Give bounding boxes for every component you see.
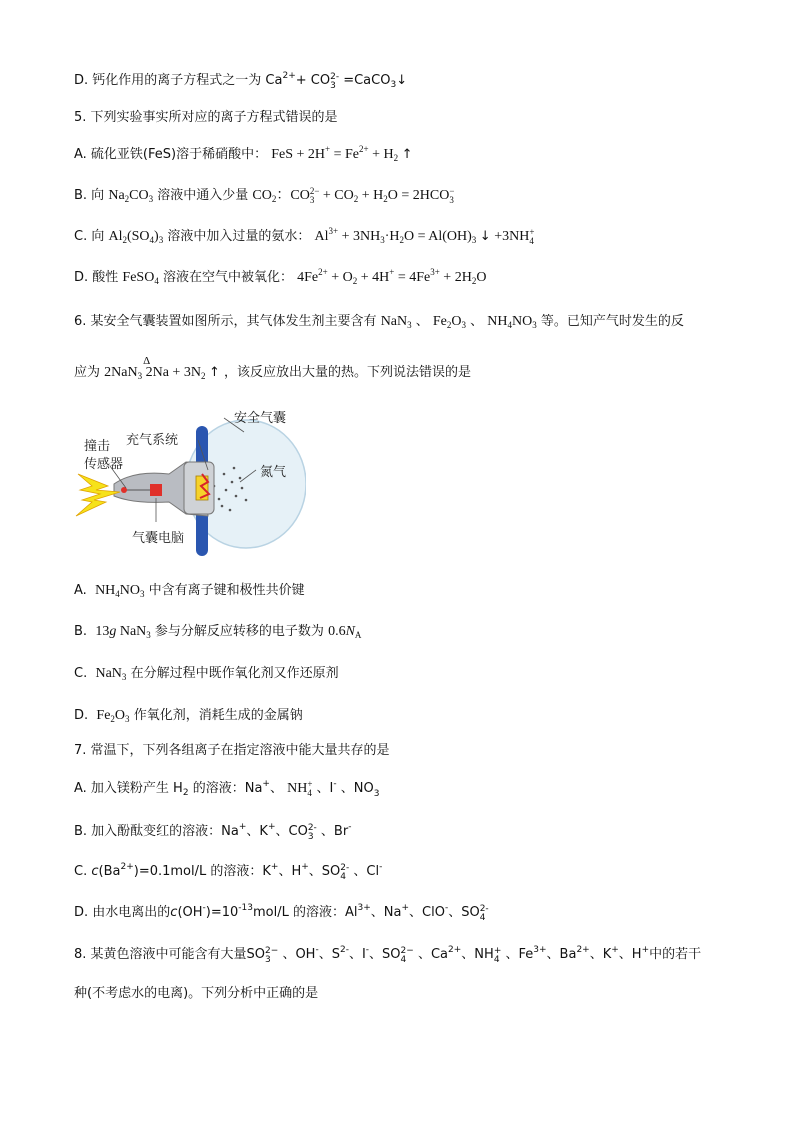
q8-stem-line1: 8. 某黄色溶液中可能含有大量SO 2− 3 、OH-、$S^{2-}$、I-、SO 2− 4 、$Ca^{2+}$、NH + 4 、$Fe^{3+}$、$Ba^{2+}$、K+、H+中的若干 — [74, 945, 702, 965]
q7-option-b: B. 加入酚酞变红的溶液：Na+、K+、CO 2- 3 、Br- — [74, 822, 352, 842]
q6-option-b: B. 13g NaN$_3$ 参与分解反应转移的电子数为 $0.6N_A$ — [74, 624, 362, 640]
label-sensor-2: 传感器 — [84, 457, 124, 472]
q7-stem: 7. 常温下，下列各组离子在指定溶液中能大量共存的是 — [74, 743, 390, 758]
computer-box — [150, 484, 162, 496]
q5-option-a: A. 硫化亚铁(FeS)溶于稀硝酸中： FeS + $2H^+ = Fe^{2+} + H_2$ ↑ — [74, 144, 413, 163]
label-nitrogen: 氮气 — [260, 465, 287, 480]
q4-option-d: D. 钙化作用的离子方程式之一为 $Ca^{2+}+$ CO 2- 3 =CaCO$_3$↓ — [74, 71, 408, 91]
q7-option-c: C. $c(Ba^{2+})=0.1mol/L$ 的溶液：K+、H+、SO 2- 4 、Cl- — [74, 862, 383, 882]
q6-stem-line1: 6. 某安全气囊装置如图所示，其气体发生剂主要含有 NaN$_3$ 、 $Fe_2O_3$ 、 $NH_4NO_3$ 等。已知产气时发生的反 — [74, 314, 684, 330]
q7-option-a: A. 加入镁粉产生 $H_2$ 的溶液：Na+、 NH + 4 、I- 、NO 3 — [74, 779, 380, 799]
label-airbag: 安全气囊 — [234, 411, 287, 426]
q6-option-a: A. $NH_4NO_3$ 中含有离子键和极性共价键 — [74, 583, 305, 599]
q5-option-d: D. 酸性 FeSO$_4$ 溶液在空气中被氧化： $4Fe^{2+} + O_2 + 4H^+ = 4Fe^{3+} + 2H_2O$ — [74, 267, 487, 286]
label-computer: 气囊电脑 — [132, 531, 185, 546]
q6-stem-line2: 应为 2NaN$_3$ Δ $2Na + 3N_2$ ↑ ，该反应放出大量的热。下列说法错误的是 — [74, 355, 471, 381]
q7-option-d: D. 由水电离出的$c(OH^-)=10^{-13}mol/L$ 的溶液：$Al^{3+}$、Na+、ClO-、SO 2- 4 — [74, 903, 489, 923]
q5-option-b: B. 向 $Na_2CO_3$ 溶液中通入少量 $CO_2$：CO 2− 3 + $CO_2 + H_2O = 2HCO$ − 3 — [74, 186, 455, 205]
q5-stem: 5. 下列实验事实所对应的离子方程式错误的是 — [74, 110, 338, 125]
q5-option-c: C. 向 $Al_2(SO_4)_3$ 溶液中加入过量的氨水： $Al^{3+} + 3NH_3\cdot H_2O = Al(OH)_3$ ↓ +3NH + 4 — [74, 226, 535, 246]
airbag-diagram — [74, 404, 306, 562]
q6-option-c: C. NaN$_3$ 在分解过程中既作氧化剂又作还原剂 — [74, 666, 339, 682]
label-inflator: 充气系统 — [126, 433, 179, 448]
q8-stem-line2: 种(不考虑水的电离)。下列分析中正确的是 — [74, 986, 319, 1001]
q4d-label: D. 钙化作用的离子方程式之一为 — [74, 73, 262, 88]
label-sensor-1: 撞击 — [84, 439, 111, 454]
q6-option-d: D. $Fe_2O_3$ 作氧化剂，消耗生成的金属钠 — [74, 708, 303, 724]
impact-icon — [76, 474, 120, 516]
